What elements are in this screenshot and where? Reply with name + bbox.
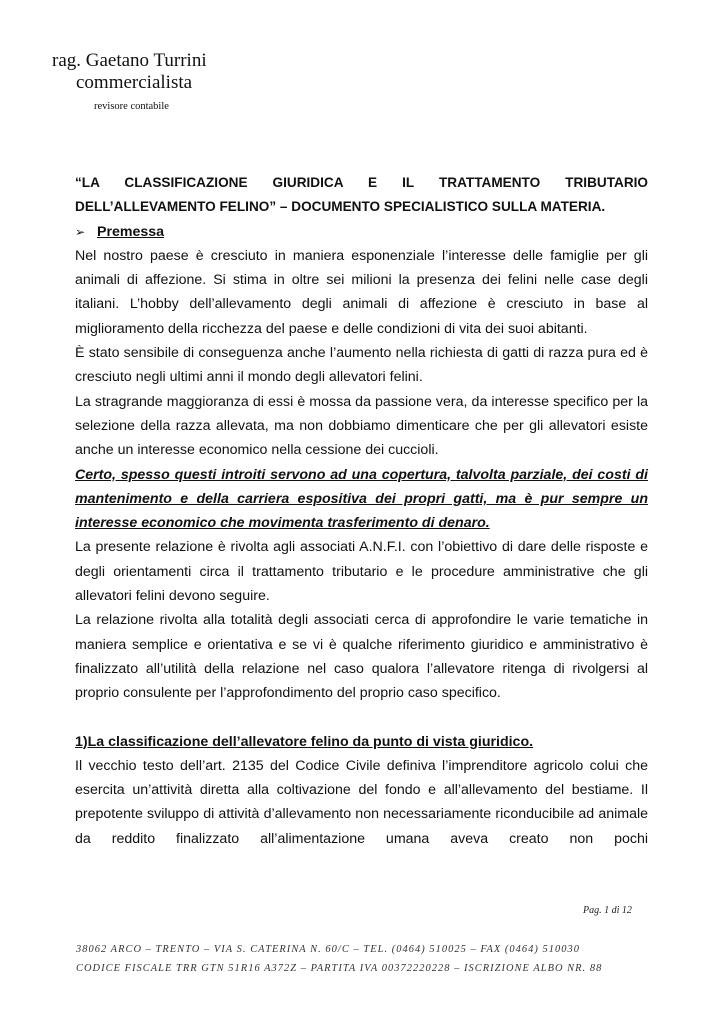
document-title: “LA CLASSIFICAZIONE GIURIDICA E IL TRATTAMENTO TRIBUTARIO DELL’ALLEVAMENTO FELINO” – DOCUMENTO SPECIALISTICO SULLA MATERIA. [75, 175, 648, 215]
arrow-bullet-icon: ➢ [75, 224, 86, 239]
letterhead-role: commercialista [76, 72, 193, 93]
paragraph: È stato sensibile di conseguenza anche l’aumento nella richiesta di gatti di razza pura ed è cresciuto negli ultimi anni il mondo degli allevatori felini. [75, 345, 648, 386]
section-paragraph: Il vecchio testo dell’art. 2135 del Codice Civile definiva l’imprenditore agricolo colui che esercita un’attività diretta alla coltivazione del fondo e all’allevamento del bestiame. Il prepotente sviluppo di attività d’allevamento non necessariamente riconducibile ad animale da reddito finalizzato all’alimentazione umana aveva creato non pochi [75, 757, 648, 847]
page-number: Pag. 1 di 12 [583, 905, 632, 916]
spacer [75, 706, 648, 730]
emphasis-paragraph: Certo, spesso questi introiti servono ad una copertura, talvolta parziale, dei costi di mantenimento e della carriera espositiva dei propri gatti, ma è pur sempre un interesse economico che movimenta trasferimento di denaro. [75, 466, 648, 532]
premessa-heading-row [75, 220, 648, 244]
paragraph: La presente relazione è rivolta agli associati A.N.F.I. con l’obiettivo di dare delle risposte e degli orientamenti circa il trattamento tributario e le procedure amministrative che gli allevatori felini devono seguire. [75, 539, 648, 605]
premessa-heading: Premessa [97, 223, 165, 240]
section-title: 1)La classificazione dell’allevatore felino da punto di vista giuridico. [75, 733, 534, 750]
footer-tax-info: CODICE FISCALE TRR GTN 51R16 A372Z – PARTITA IVA 00372220228 – ISCRIZIONE ALBO NR. 88 [76, 963, 603, 974]
letterhead-subtitle: revisore contabile [94, 101, 169, 112]
footer [76, 940, 648, 978]
paragraph: La stragrande maggioranza di essi è mossa da passione vera, da interesse specifico per la selezione della razza allevata, ma non dobbiamo dimenticare che per gli allevatori esiste anche un interesse economico nella cessione dei cuccioli. [75, 393, 648, 459]
paragraph: La relazione rivolta alla totalità degli associati cerca di approfondire le varie tematiche in maniera semplice e orientativa e se vi è qualche riferimento giuridico e amministrativo è finalizzato all’utilità della relazione nel caso qualora l’allevatore ritenga di rivolgersi al proprio consulente per l’approfondimento del proprio caso specifico. [75, 612, 648, 702]
letterhead [52, 50, 207, 114]
paragraph: Nel nostro paese è cresciuto in maniera esponenziale l’interesse delle famiglie per gli animali di affezione. Si stima in oltre sei milioni la presenza dei felini nelle case degli italiani. L’hobby dell’allevamento degli animali di affezione è cresciuto in base al miglioramento della ricchezza del paese e delle condizioni di vita dei suoi abitanti. [75, 247, 648, 337]
footer-address: 38062 ARCO – TRENTO – VIA S. CATERINA N. 60/C – TEL. (0464) 510025 – FAX (0464) 510030 [76, 944, 581, 955]
letterhead-name: rag. Gaetano Turrini [52, 50, 207, 71]
document-body [75, 171, 648, 851]
